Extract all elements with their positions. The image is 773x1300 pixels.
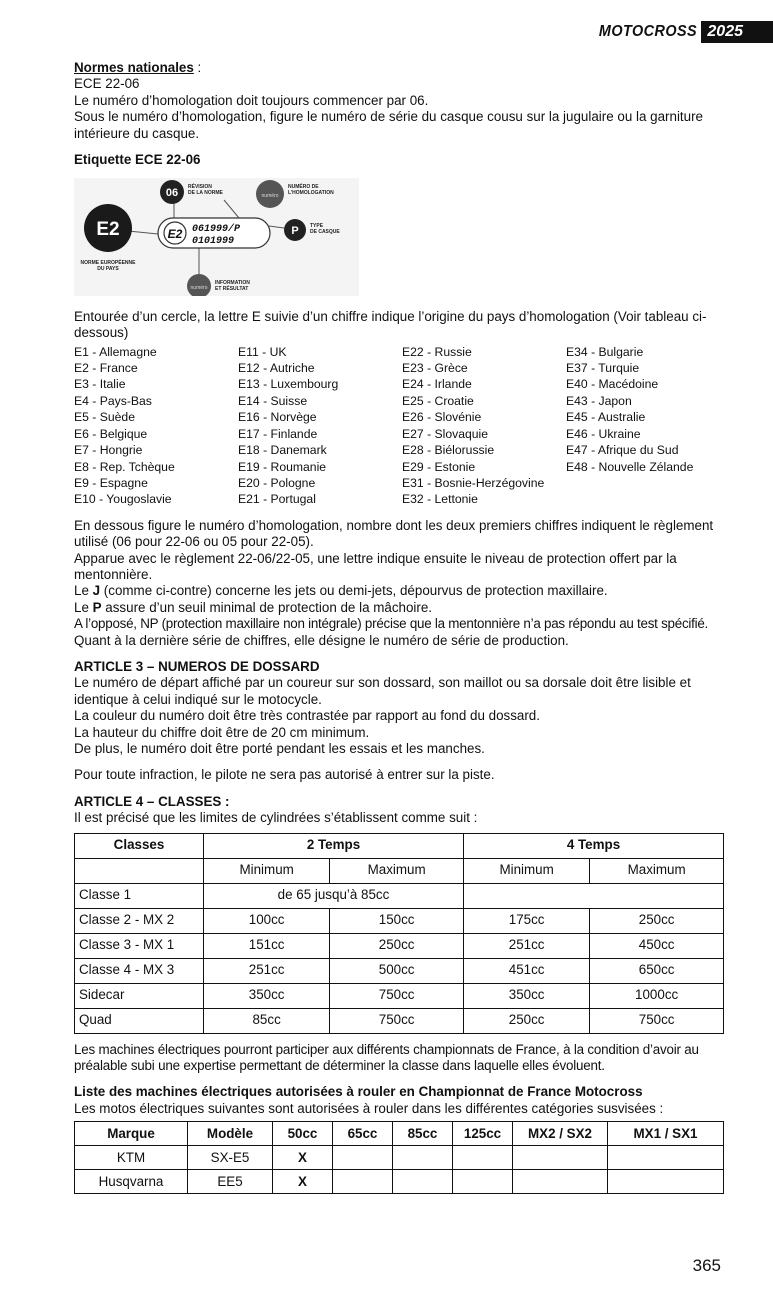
normes-line: Le numéro d’homologation doit toujours commencer par 06. xyxy=(74,92,429,108)
country-item: E34 - Bulgarie xyxy=(566,344,644,359)
table-row xyxy=(75,883,724,908)
table-cell: 750cc xyxy=(330,983,464,1008)
table-cell: 151cc xyxy=(204,933,330,958)
entouree-text: Entourée d’un cercle, la lettre E suivie d’un chiffre indique l’origine du pays d’homologation (Voir tableau ci-dessous) xyxy=(74,308,707,341)
info-label: INFORMATION xyxy=(215,280,250,287)
country-badge-text: E2 xyxy=(96,219,120,241)
country-item: E17 - Finlande xyxy=(238,426,318,441)
country-item: E21 - Portugal xyxy=(238,492,316,507)
table-cell: Classe 1 xyxy=(75,883,204,908)
info-label: ET RÉSULTAT xyxy=(215,286,249,293)
subheader-cell: Minimum xyxy=(463,858,589,883)
table-cell: 500cc xyxy=(330,958,464,983)
ece-label-diagram xyxy=(74,178,359,296)
country-item: E20 - Pologne xyxy=(238,475,316,490)
explain-text: (comme ci-contre) concerne les jets ou demi-jets, dépourvus de protection maxillaire. xyxy=(100,583,608,599)
country-label: NORME EUROPÉENNE xyxy=(80,260,136,267)
country-column xyxy=(238,344,402,508)
header-cell: MX2 / SX2 xyxy=(513,1122,608,1146)
page-number: 365 xyxy=(692,1256,721,1275)
page-content xyxy=(74,60,724,1194)
type-label: DE CASQUE xyxy=(310,229,340,236)
explain-letter-p: P xyxy=(92,599,102,615)
country-item: E37 - Turquie xyxy=(566,361,640,376)
table-cell: 85cc xyxy=(204,1008,330,1033)
country-item: E3 - Italie xyxy=(74,377,126,392)
electric-note: Les machines électriques pourront participer aux différents championnats de France, à la condition d’avoir au préalable subi une expertise permettant de déterminer la classe dans laquelle elles évoluent. xyxy=(74,1041,699,1074)
country-item: E25 - Croatie xyxy=(402,393,474,408)
revision-label: DE LA NORME xyxy=(188,190,223,197)
table-cell: 750cc xyxy=(330,1008,464,1033)
table-cell xyxy=(393,1170,453,1194)
table-row xyxy=(75,958,724,983)
explain-paragraph xyxy=(74,600,724,616)
article3-infraction: Pour toute infraction, le pilote ne sera pas autorisé à entrer sur la piste. xyxy=(74,767,495,783)
table-cell: 450cc xyxy=(590,933,724,958)
page-header xyxy=(588,20,773,44)
normes-colon: : xyxy=(193,60,202,75)
country-item: E28 - Biélorussie xyxy=(402,443,495,458)
label-code-2: 0101999 xyxy=(192,236,235,248)
electric-table xyxy=(74,1121,724,1194)
liste-title: Liste des machines électriques autorisées à rouler en Championnat de France Motocross xyxy=(74,1084,643,1100)
subheader-cell: Maximum xyxy=(590,858,724,883)
homologation-label: NUMÉRO DE xyxy=(288,184,319,191)
country-item: E9 - Espagne xyxy=(74,475,148,490)
header-cell: 125cc xyxy=(453,1122,513,1146)
normes-heading xyxy=(74,60,724,76)
subheader-cell: Minimum xyxy=(204,858,330,883)
subheader-cell: Maximum xyxy=(330,858,464,883)
classes-table xyxy=(74,833,724,1034)
country-code-list xyxy=(74,344,724,508)
table-cell: 350cc xyxy=(204,983,330,1008)
country-item: E29 - Estonie xyxy=(402,459,476,474)
country-item: E2 - France xyxy=(74,361,138,376)
table-row xyxy=(75,1008,724,1033)
country-label: DU PAYS xyxy=(97,266,119,273)
country-item: E40 - Macédoine xyxy=(566,377,659,392)
normes-line: ECE 22-06 xyxy=(74,76,140,92)
table-cell: 251cc xyxy=(204,958,330,983)
normes-title: Normes nationales xyxy=(74,60,194,75)
label-code-1: 061999/P xyxy=(192,224,241,236)
table-cell xyxy=(513,1170,608,1194)
header-cell: 50cc xyxy=(273,1122,333,1146)
table-cell: Sidecar xyxy=(75,983,204,1008)
table-row xyxy=(75,933,724,958)
country-item: E47 - Afrique du Sud xyxy=(566,443,679,458)
homologation-label: L’HOMOLOGATION xyxy=(288,190,334,197)
article3-title: ARTICLE 3 – NUMEROS DE DOSSARD xyxy=(74,658,320,674)
table-cell xyxy=(333,1146,393,1170)
liste-intro: Les motos électriques suivantes sont autorisées à rouler dans les différentes catégories susvisées : xyxy=(74,1100,664,1116)
table-row xyxy=(75,983,724,1008)
table-cell: EE5 xyxy=(188,1170,273,1194)
explain-text: assure d’un seuil minimal de protection de la mâchoire. xyxy=(101,599,433,615)
country-item: E11 - UK xyxy=(238,344,287,359)
table-header-row xyxy=(75,1122,724,1146)
table-cell: 1000cc xyxy=(590,983,724,1008)
country-item: E18 - Danemark xyxy=(238,443,327,458)
table-cell: 650cc xyxy=(590,958,724,983)
country-item: E32 - Lettonie xyxy=(402,492,478,507)
table-cell: 251cc xyxy=(463,933,589,958)
country-item: E4 - Pays-Bas xyxy=(74,393,152,408)
header-cell: Marque xyxy=(75,1122,188,1146)
header-4-temps: 4 Temps xyxy=(463,833,723,858)
revision-label: RÉVISION xyxy=(188,184,212,191)
info-badge-text: numéro xyxy=(190,285,208,292)
header-cell: 85cc xyxy=(393,1122,453,1146)
country-item: E45 - Australie xyxy=(566,410,646,425)
table-header-row xyxy=(75,833,724,858)
country-item: E19 - Roumanie xyxy=(238,459,327,474)
country-column xyxy=(402,344,566,508)
country-item: E5 - Suède xyxy=(74,410,135,425)
table-cell: Quad xyxy=(75,1008,204,1033)
explain-letter-j: J xyxy=(92,583,101,599)
table-cell xyxy=(513,1146,608,1170)
header-year: 2025 xyxy=(701,21,773,43)
table-cell: 250cc xyxy=(330,933,464,958)
article3-line: La hauteur du chiffre doit être de 20 cm minimum. xyxy=(74,724,370,740)
table-cell: 150cc xyxy=(330,908,464,933)
table-cell: Classe 3 - MX 1 xyxy=(75,933,204,958)
table-row xyxy=(75,1146,724,1170)
article4-title: ARTICLE 4 – CLASSES : xyxy=(74,793,230,809)
country-item: E1 - Allemagne xyxy=(74,344,157,359)
revision-badge-text: 06 xyxy=(165,187,179,200)
normes-line: Sous le numéro d’homologation, figure le numéro de série du casque cousu sur la jugulaire ou la garniture intérieure du casque. xyxy=(74,109,703,141)
table-row xyxy=(75,1170,724,1194)
header-title: MOTOCROSS xyxy=(599,23,698,40)
country-item: E12 - Autriche xyxy=(238,361,315,376)
country-item: E43 - Japon xyxy=(566,393,632,408)
country-item: E48 - Nouvelle Zélande xyxy=(566,459,694,474)
type-badge-text: P xyxy=(291,225,299,238)
table-cell: 350cc xyxy=(463,983,589,1008)
header-2-temps: 2 Temps xyxy=(204,833,464,858)
explain-paragraph: Quant à la dernière série de chiffres, elle désigne le numéro de série de production. xyxy=(74,632,569,648)
article3-line: La couleur du numéro doit être très contrastée par rapport au fond du dossard. xyxy=(74,708,540,724)
type-label: TYPE xyxy=(310,223,324,230)
country-item: E13 - Luxembourg xyxy=(238,377,339,392)
country-item: E8 - Rep. Tchèque xyxy=(74,459,175,474)
country-item: E27 - Slovaquie xyxy=(402,426,489,441)
table-cell: Classe 4 - MX 3 xyxy=(75,958,204,983)
explain-paragraph: Apparue avec le règlement 22-06/22-05, une lettre indique ensuite le niveau de protection offert par la mentonnière. xyxy=(74,550,677,582)
label-e2: E2 xyxy=(167,227,183,242)
table-cell: de 65 jusqu’à 85cc xyxy=(204,883,464,908)
country-column xyxy=(566,344,730,508)
explain-paragraph xyxy=(74,583,724,599)
table-cell: 250cc xyxy=(590,908,724,933)
table-cell: X xyxy=(273,1170,333,1194)
header-cell: Modèle xyxy=(188,1122,273,1146)
table-cell xyxy=(608,1170,724,1194)
country-item: E14 - Suisse xyxy=(238,393,308,408)
country-item: E16 - Norvège xyxy=(238,410,317,425)
header-cell: MX1 / SX1 xyxy=(608,1122,724,1146)
etiquette-title: Etiquette ECE 22-06 xyxy=(74,152,201,168)
country-item: E24 - Irlande xyxy=(402,377,472,392)
explain-paragraph: En dessous figure le numéro d’homologation, nombre dont les deux premiers chiffres indiquent le règlement utilisé (06 pour 22-06 ou 05 pour 22-05). xyxy=(74,517,714,550)
table-cell: 451cc xyxy=(463,958,589,983)
table-cell xyxy=(333,1170,393,1194)
explain-text: Le xyxy=(74,583,93,599)
country-column xyxy=(74,344,238,508)
table-cell: 175cc xyxy=(463,908,589,933)
table-cell: 250cc xyxy=(463,1008,589,1033)
table-cell xyxy=(453,1146,513,1170)
table-cell: KTM xyxy=(75,1146,188,1170)
table-cell xyxy=(608,1146,724,1170)
country-item: E26 - Slovénie xyxy=(402,410,482,425)
table-cell xyxy=(393,1146,453,1170)
country-item: E7 - Hongrie xyxy=(74,443,143,458)
table-cell xyxy=(453,1170,513,1194)
explain-text: Le xyxy=(74,599,93,615)
country-item: E23 - Grèce xyxy=(402,361,468,376)
explain-paragraph: A l’opposé, NP (protection maxillaire non intégrale) précise que la mentonnière n’a pas répondu au test spécifié. xyxy=(74,616,708,632)
header-classes: Classes xyxy=(75,833,204,858)
table-cell: 100cc xyxy=(204,908,330,933)
article4-intro: Il est précisé que les limites de cylindrées s’établissent comme suit : xyxy=(74,810,478,826)
table-row xyxy=(75,908,724,933)
country-item: E46 - Ukraine xyxy=(566,426,641,441)
article3-line: De plus, le numéro doit être porté pendant les essais et les manches. xyxy=(74,741,485,756)
table-cell: X xyxy=(273,1146,333,1170)
country-item: E22 - Russie xyxy=(402,344,472,359)
table-cell: SX-E5 xyxy=(188,1146,273,1170)
table-subheader-row xyxy=(75,858,724,883)
header-cell: 65cc xyxy=(333,1122,393,1146)
table-cell: 750cc xyxy=(590,1008,724,1033)
table-cell: Husqvarna xyxy=(75,1170,188,1194)
article3-line: Le numéro de départ affiché par un coureur sur son dossard, son maillot ou sa dorsale doit être lisible et identique à celui indiqué sur le motocycle. xyxy=(74,675,691,707)
country-item: E10 - Yougoslavie xyxy=(74,492,172,507)
homologation-badge-text: numéro xyxy=(261,193,279,200)
country-item: E6 - Belgique xyxy=(74,426,148,441)
country-item: E31 - Bosnie-Herzégovine xyxy=(402,475,545,490)
table-cell: Classe 2 - MX 2 xyxy=(75,908,204,933)
